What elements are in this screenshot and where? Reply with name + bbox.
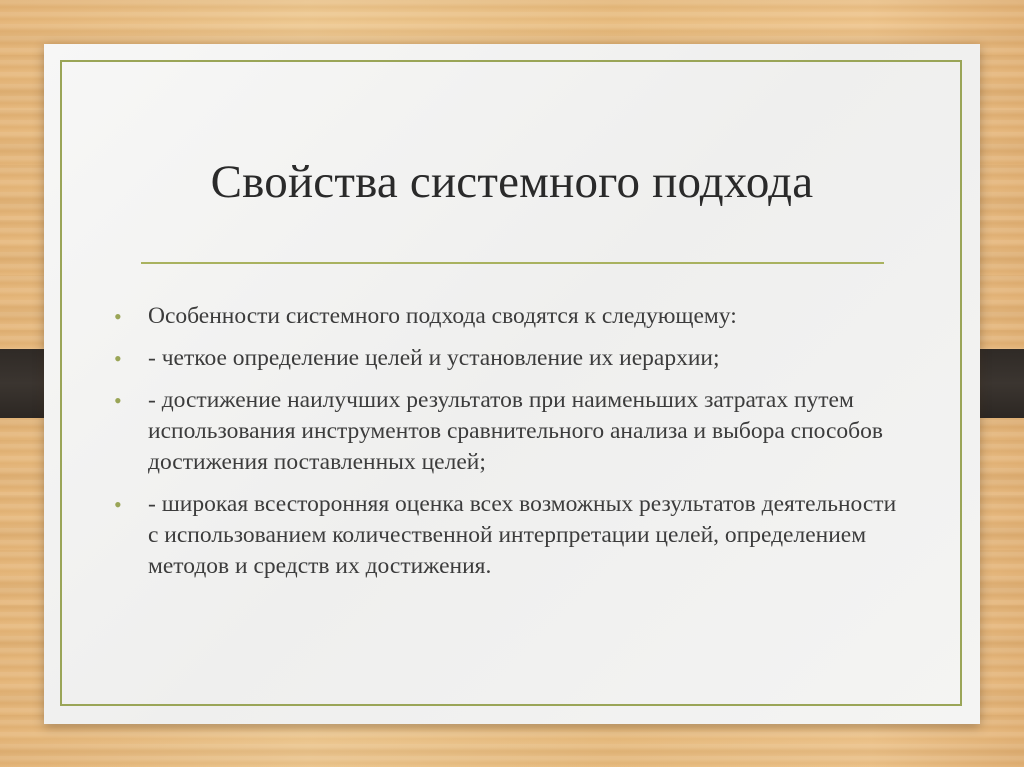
bullet-item: [114, 385, 904, 478]
bullet-dot-icon: •: [114, 492, 122, 517]
bullet-text: Особенности системного подхода сводятся к следующему:: [148, 303, 737, 329]
bullet-text: - четкое определение целей и установление их иерархии;: [148, 345, 720, 371]
title-underline: [141, 262, 884, 264]
bullet-text: - достижение наилучших результатов при наименьших затратах путем использования инструментов сравнительного анализа и выбора способов достижения поставленных целей;: [148, 387, 883, 475]
slide-title: Свойства системного подхода: [210, 156, 814, 208]
bullet-dot-icon: •: [114, 346, 122, 371]
bullet-item: [114, 301, 904, 332]
bullet-dot-icon: •: [114, 304, 122, 329]
bullet-text: - широкая всесторонняя оценка всех возможных результатов деятельности с использованием количественной интерпретации целей, определением методов и средств их достижения.: [148, 491, 897, 579]
bullet-list: [114, 301, 904, 593]
bullet-dot-icon: •: [114, 388, 122, 413]
slide: [44, 44, 980, 724]
bullet-item: [114, 343, 904, 374]
bullet-item: [114, 489, 904, 582]
